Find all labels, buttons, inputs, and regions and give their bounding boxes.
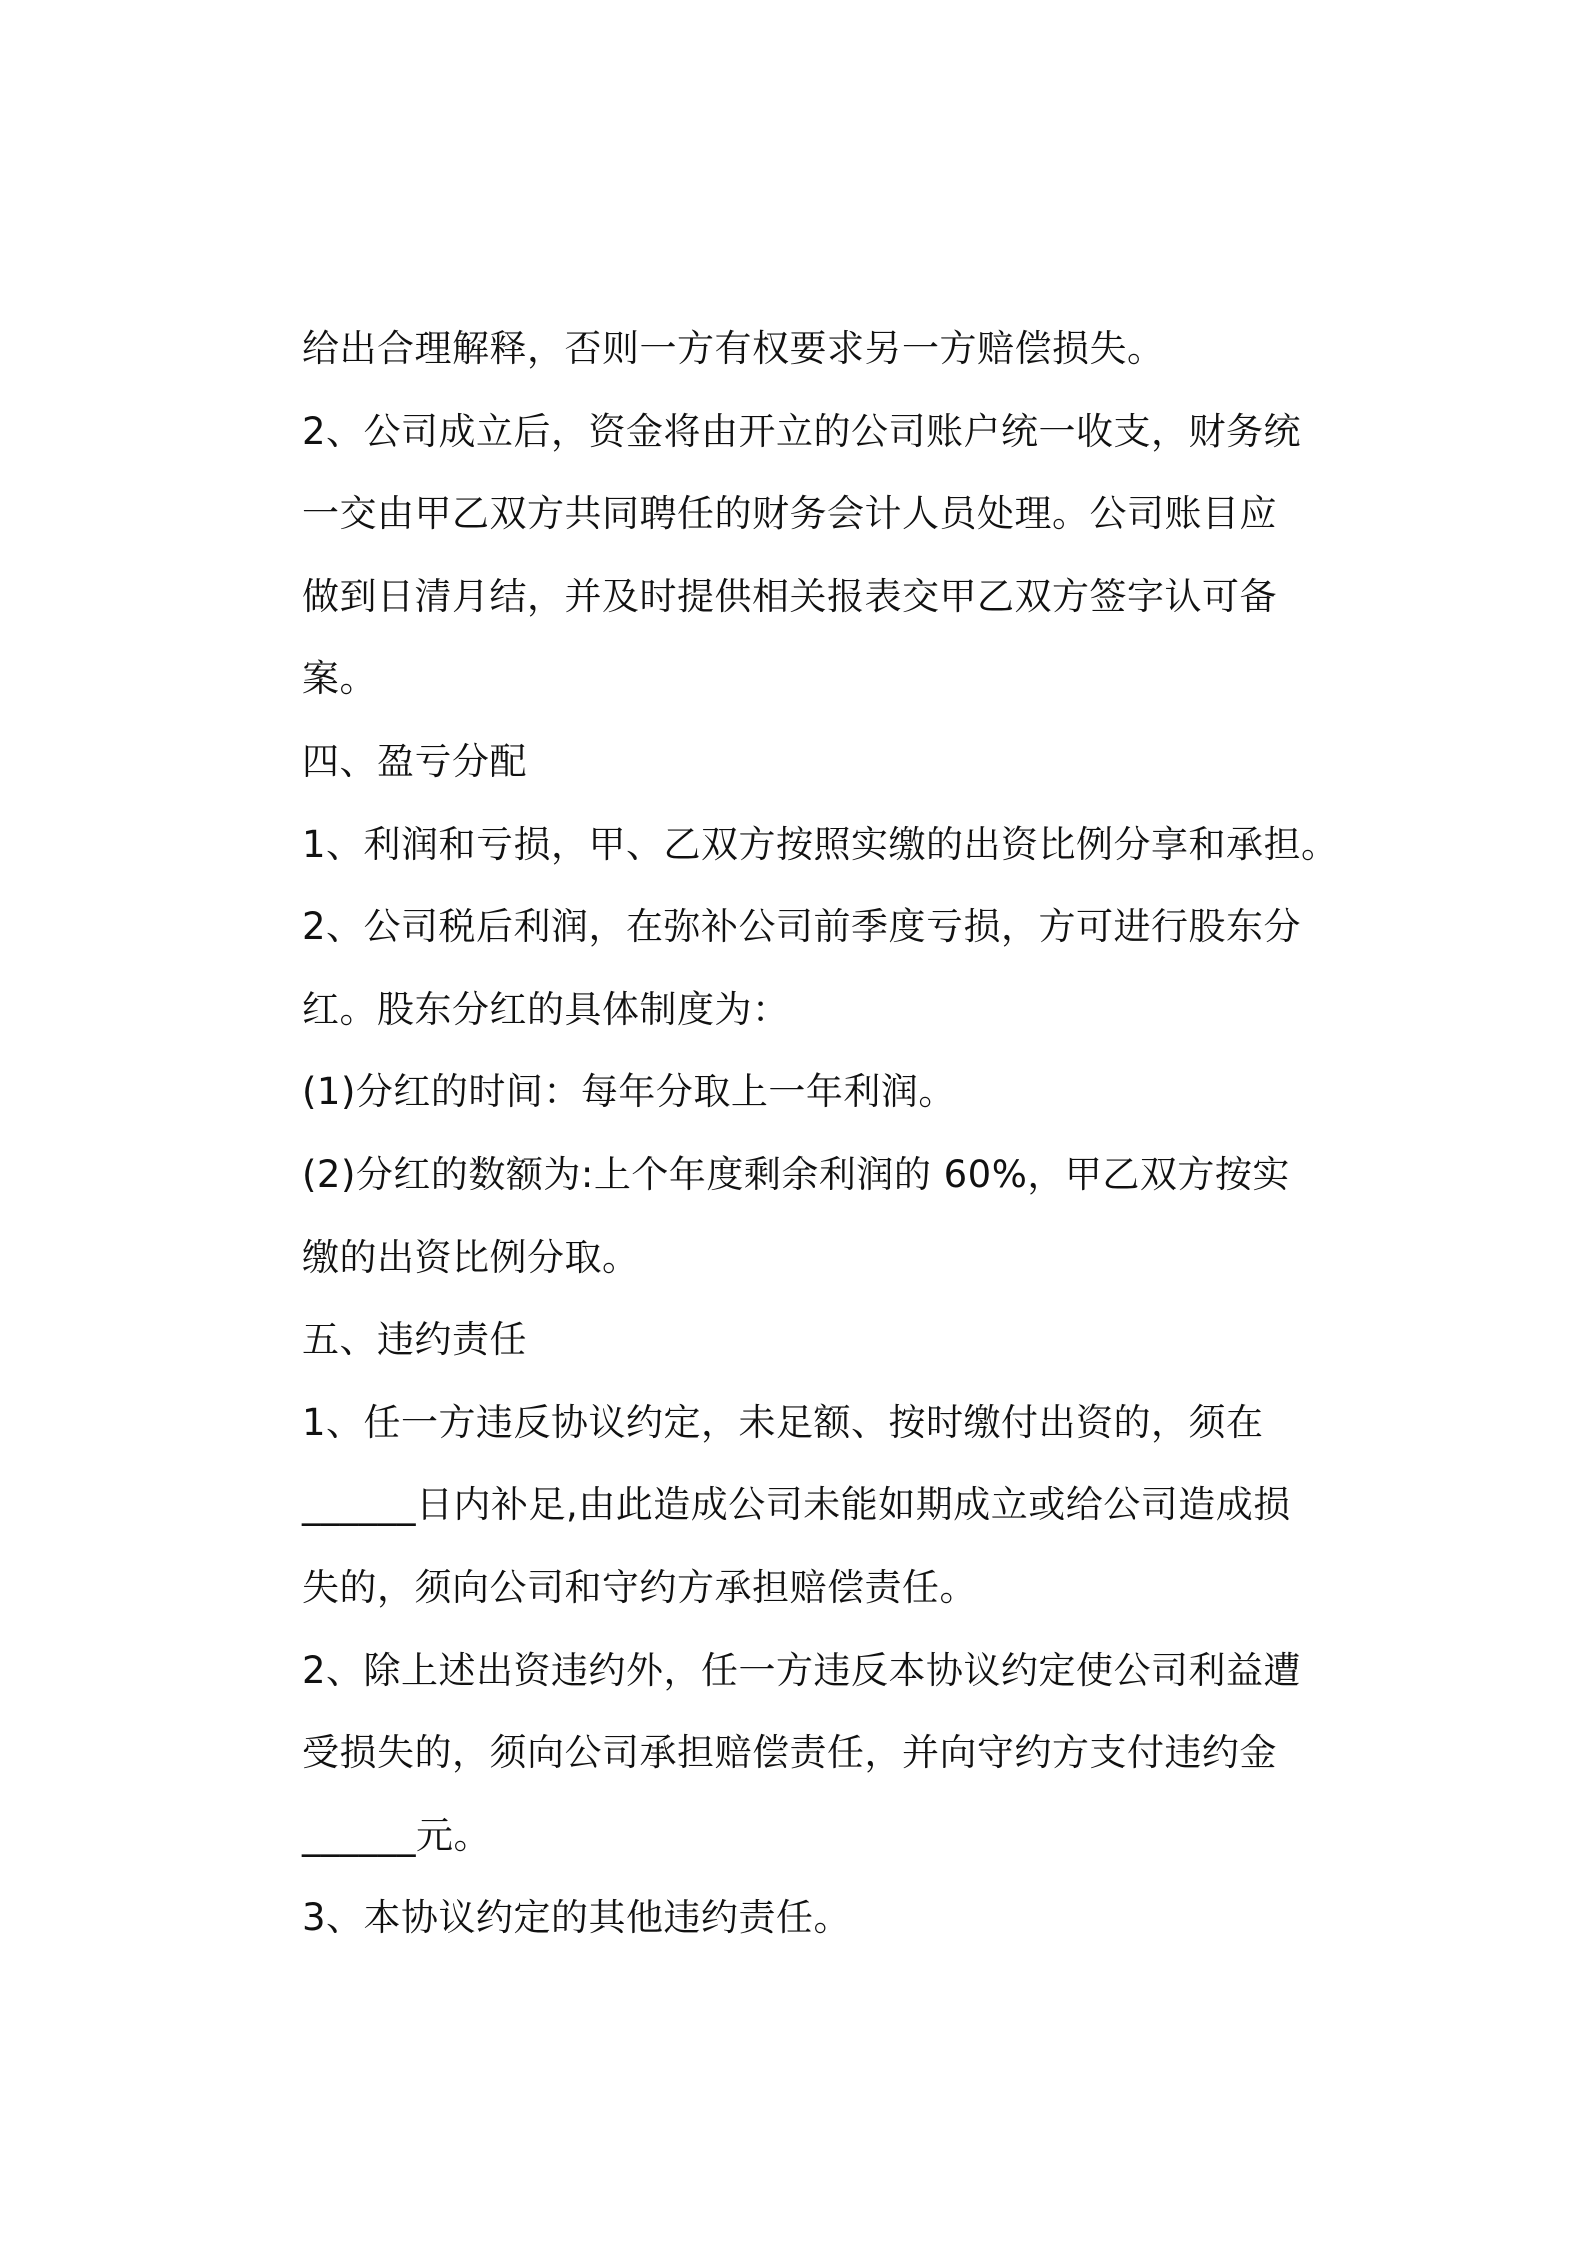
text-line: 红。股东分红的具体制度为： — [302, 987, 790, 1031]
text-line: 失的，须向公司和守约方承担赔偿责任。 — [302, 1565, 977, 1609]
section-heading: 五、违约责任 — [302, 1318, 527, 1362]
text-line: 给出合理解释，否则一方有权要求另一方赔偿损失。 — [302, 327, 1165, 370]
text-line: 1、任一方违反协议约定，未足额、按时缴付出资的，须在 — [302, 1400, 1264, 1444]
text-line: 一交由甲乙双方共同聘任的财务会计人员处理。公司账目应 — [302, 492, 1277, 536]
text-line: 2、公司税后利润，在弥补公司前季度亏损，方可进行股东分 — [302, 905, 1302, 949]
text-line: (2)分红的数额为:上个年度剩余利润的 60%，甲乙双方按实 — [302, 1152, 1290, 1196]
text-line: ______元。 — [302, 1813, 491, 1857]
document-body — [302, 308, 1339, 1960]
text-line: ______日内补足,由此造成公司未能如期成立或给公司造成损 — [302, 1483, 1291, 1527]
section-heading: 四、盈亏分配 — [302, 739, 527, 783]
text-line: 受损失的，须向公司承担赔偿责任，并向守约方支付违约金 — [302, 1731, 1277, 1775]
text-line: 案。 — [302, 657, 377, 701]
text-line: (1)分红的时间：每年分取上一年利润。 — [302, 1070, 956, 1114]
text-line: 做到日清月结，并及时提供相关报表交甲乙双方签字认可备 — [302, 574, 1277, 618]
text-line: 缴的出资比例分取。 — [302, 1235, 640, 1279]
text-line: 2、公司成立后，资金将由开立的公司账户统一收支，财务统 — [302, 409, 1302, 453]
text-line: 1、利润和亏损，甲、乙双方按照实缴的出资比例分享和承担。 — [302, 822, 1339, 866]
text-line: 3、本协议约定的其他违约责任。 — [302, 1896, 852, 1940]
text-line: 2、除上述出资违约外，任一方违反本协议约定使公司利益遭 — [302, 1648, 1302, 1692]
